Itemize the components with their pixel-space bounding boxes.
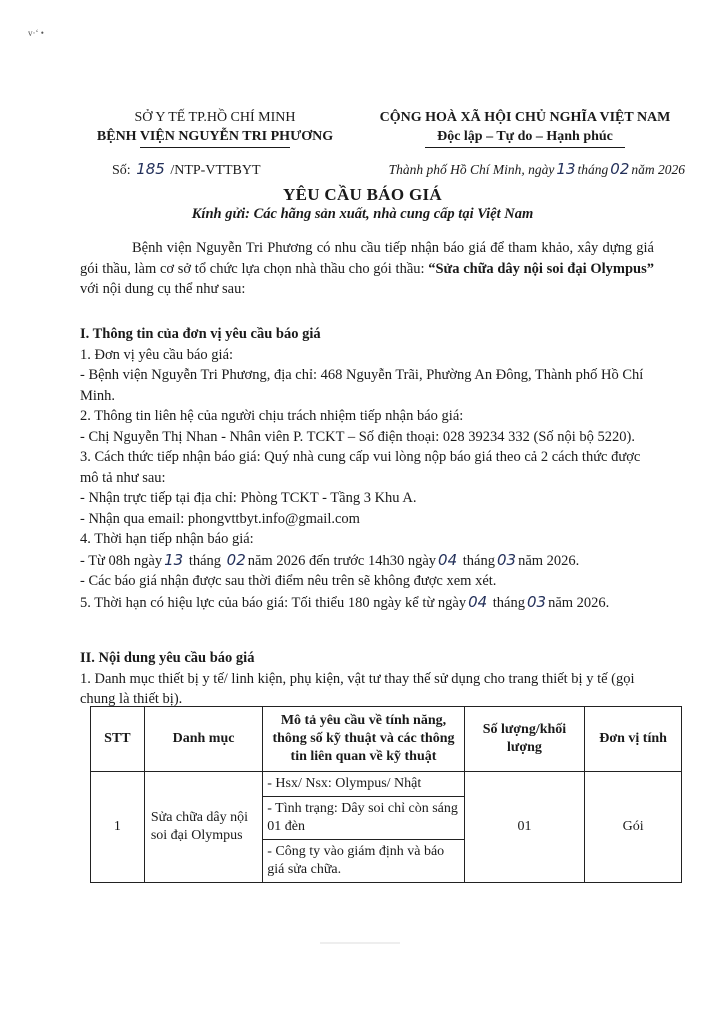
deadline-from: - Từ 08h ngày — [80, 552, 163, 569]
validity-month-label: tháng — [492, 594, 525, 611]
desc-item: - Tình trạng: Dây soi chỉ còn sáng 01 đèn — [263, 797, 463, 840]
deadline-from-year: năm 2026 đến trước 14h30 ngày — [247, 552, 437, 569]
date-year: năm 2026 — [631, 162, 685, 177]
deadline-to-year: năm 2026. — [518, 552, 580, 569]
s1-line-4: - Chị Nguyễn Thị Nhan - Nhân viên P. TCKT – Số điện thoại: 028 39234 332 (Số nội bộ 5220). — [80, 428, 636, 445]
validity-line — [80, 592, 654, 614]
recipient: Kính gửi: Các hãng sản xuất, nhà cung cấp tại Việt Nam — [191, 206, 534, 222]
items-table — [90, 706, 682, 883]
date-place: Thành phố Hồ Chí Minh, ngày — [388, 162, 555, 177]
table-header-row — [91, 707, 682, 772]
ref-number-handwritten: 185 — [136, 160, 165, 178]
date-month-label: tháng — [577, 162, 609, 177]
cell-description — [263, 772, 464, 883]
desc-item: - Hsx/ Nsx: Olympus/ Nhật — [263, 772, 463, 797]
scan-mark: v·‘ • — [28, 28, 44, 38]
s1-line-3: 2. Thông tin liên hệ của người chịu trách nhiệm tiếp nhận báo giá: — [80, 408, 464, 424]
table-row — [91, 772, 682, 883]
intro-tail: với nội dung cụ thể như sau: — [80, 281, 246, 297]
header-stt: STT — [91, 707, 145, 772]
date-month: 02 — [610, 160, 630, 178]
header-right — [365, 108, 685, 148]
s1-line-1: 1. Đơn vị yêu cầu báo giá: — [80, 346, 234, 363]
validity-day: 04 — [468, 592, 488, 611]
motto: Độc lập – Tự do – Hạnh phúc — [437, 129, 613, 144]
country-name: CỘNG HOÀ XÃ HỘI CHỦ NGHĨA VIỆT NAM — [379, 110, 671, 125]
cell-category: Sửa chữa dây nội soi đại Olympus — [144, 772, 262, 883]
reference-number — [112, 160, 261, 179]
validity-year: năm 2026. — [548, 594, 610, 611]
cell-unit: Gói — [585, 772, 682, 883]
motto-underline — [425, 147, 625, 148]
validity-month: 03 — [527, 592, 547, 611]
document-title: YÊU CẦU BÁO GIÁ — [283, 185, 442, 204]
header-description: Mô tả yêu cầu về tính năng, thông số kỹ thuật và các thông tin liên quan về kỹ thuật — [263, 707, 464, 772]
scan-smudge — [320, 942, 400, 944]
ref-suffix: /NTP-VTTBYT — [170, 163, 261, 178]
intro-text: Bệnh viện Nguyễn Tri Phương có nhu cầu tiếp nhận báo giá để tham khảo, xây dựng giá gói thầu, làm cơ sở tổ chức lựa chọn nhà thầu cho gói thầu: — [80, 240, 654, 277]
ref-prefix: Số: — [112, 163, 131, 178]
deadline-from-day: 13 — [164, 550, 184, 569]
header-category: Danh mục — [144, 707, 262, 772]
section-2-title: II. Nội dung yêu cầu báo giá — [80, 650, 255, 666]
s1-line-5: 3. Cách thức tiếp nhận báo giá: Quý nhà cung cấp vui lòng nộp báo giá theo cả 2 cách thức được mô tả như sau: — [80, 449, 641, 486]
package-name: “Sửa chữa dây nội soi đại Olympus” — [428, 260, 654, 277]
header-quantity: Số lượng/khối lượng — [464, 707, 585, 772]
deadline-to-month-label: tháng — [462, 552, 495, 569]
deadline-from-month-label: tháng — [188, 552, 222, 569]
date-line — [365, 160, 685, 178]
org-underline — [140, 147, 290, 148]
section-1 — [80, 324, 654, 613]
deadline-to-day: 04 — [438, 550, 458, 569]
section-1-title: I. Thông tin của đơn vị yêu cầu báo giá — [80, 326, 321, 342]
section-2 — [80, 648, 654, 710]
intro-paragraph — [80, 238, 654, 300]
org-parent: SỞ Y TẾ TP.HỒ CHÍ MINH — [134, 110, 296, 125]
validity-text: 5. Thời hạn có hiệu lực của báo giá: Tối thiểu 180 ngày kể từ ngày — [80, 594, 467, 611]
s1-line-6: - Nhận trực tiếp tại địa chỉ: Phòng TCKT - Tầng 3 Khu A. — [80, 490, 417, 506]
header-left — [70, 108, 360, 148]
desc-item: - Công ty vào giám định và báo giá sửa chữa. — [267, 844, 445, 877]
cell-quantity: 01 — [464, 772, 585, 883]
s1-line-7: - Nhận qua email: phongvttbyt.info@gmail.com — [80, 510, 360, 527]
date-day: 13 — [556, 160, 576, 178]
deadline-from-month: 02 — [226, 550, 246, 569]
cell-stt: 1 — [91, 772, 145, 883]
s1-line-8: 4. Thời hạn tiếp nhận báo giá: — [80, 531, 254, 547]
deadline-line — [80, 550, 654, 572]
deadline-to-month: 03 — [496, 550, 517, 569]
org-name: BỆNH VIỆN NGUYỄN TRI PHƯƠNG — [96, 129, 334, 144]
s1-line-2: - Bệnh viện Nguyễn Tri Phương, địa chỉ: 468 Nguyễn Trãi, Phường An Đông, Thành phố Hồ Chí Minh. — [80, 367, 644, 404]
s2-line-1: 1. Danh mục thiết bị y tế/ linh kiện, phụ kiện, vật tư thay thế sử dụng cho trang thiết bị y tế (gọi chung là thiết bị). — [80, 670, 635, 707]
late-note: - Các báo giá nhận được sau thời điểm nêu trên sẽ không được xem xét. — [80, 573, 497, 589]
header-unit: Đơn vị tính — [585, 707, 682, 772]
